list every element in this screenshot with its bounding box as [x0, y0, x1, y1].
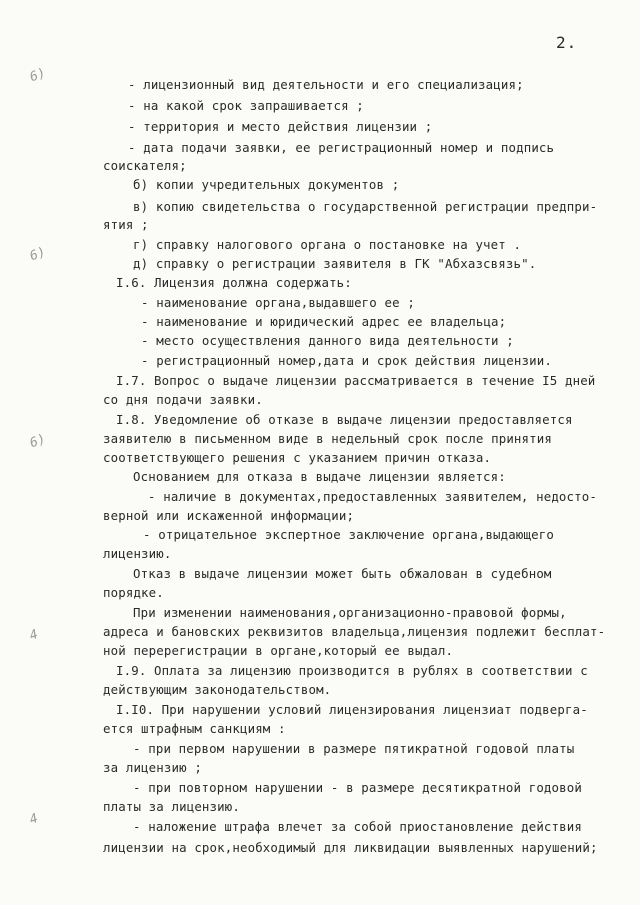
- margin-mark: 6): [27, 431, 48, 452]
- text-line: I.7. Вопрос о выдаче лицензии рассматривается в течение I5 дней: [116, 373, 596, 388]
- text-line: - регистрационный номер,дата и срок действия лицензии.: [141, 353, 552, 368]
- text-line: за лицензию ;: [103, 760, 202, 775]
- text-line: - на какой срок запрашивается ;: [128, 98, 364, 113]
- text-line: - при повторном нарушении - в размере десятикратной годовой: [133, 780, 582, 795]
- text-line: I.9. Оплата за лицензию производится в рублях в соответствии с: [116, 663, 588, 678]
- text-line: верной или искаженной информации;: [103, 508, 355, 523]
- margin-mark: 4: [27, 627, 41, 644]
- text-line: д) справку о регистрации заявителя в ГК "Абхазсвязь".: [133, 256, 537, 271]
- text-line: - отрицательное экспертное заключение органа,выдающего: [143, 527, 554, 542]
- text-line: - наличие в документах,предоставленных заявителем, недосто-: [148, 489, 597, 504]
- text-line: I.I0. При нарушении условий лицензирования лицензиат подверга-: [116, 702, 588, 717]
- margin-mark: 4: [27, 811, 41, 828]
- text-line: лицензию.: [103, 546, 172, 561]
- text-line: - территория и место действия лицензии ;: [128, 119, 433, 134]
- text-line: I.6. Лицензия должна содержать:: [116, 275, 352, 290]
- page-number: 2.: [556, 33, 578, 52]
- text-line: действующим законодательством.: [103, 682, 332, 697]
- text-line: платы за лицензию.: [103, 799, 240, 814]
- text-line: I.8. Уведомление об отказе в выдаче лицензии предоставляется: [116, 412, 573, 427]
- text-line: порядке.: [103, 585, 164, 600]
- text-line: ятия ;: [103, 217, 149, 232]
- text-line: ется штрафным санкциям :: [103, 721, 286, 736]
- text-line: соответствующего решения с указанием причин отказа.: [103, 450, 492, 465]
- text-line: - при первом нарушении в размере пятикратной годовой платы: [133, 741, 575, 756]
- text-line: ной перерегистрации в органе,который ее выдал.: [103, 643, 454, 658]
- text-line: в) копию свидетельства о государственной регистрации предпри-: [133, 199, 598, 214]
- text-line: со дня подачи заявки.: [103, 392, 263, 407]
- margin-mark: 6): [27, 65, 48, 86]
- text-line: - наложение штрафа влечет за собой приостановление действия: [133, 819, 582, 834]
- text-line: соискателя;: [103, 158, 187, 173]
- text-line: Основанием для отказа в выдаче лицензии является:: [133, 469, 506, 484]
- margin-mark: 6): [27, 244, 48, 265]
- text-line: - лицензионный вид деятельности и его специализация;: [128, 77, 524, 92]
- text-line: адреса и бановских реквизитов владельца,лицензия подлежит бесплат-: [103, 624, 606, 639]
- text-line: заявителю в письменном виде в недельный срок после принятия: [103, 431, 552, 446]
- text-line: - наименование и юридический адрес ее владельца;: [141, 314, 507, 329]
- text-line: - место осуществления данного вида деятельности ;: [141, 333, 514, 348]
- text-line: б) копии учредительных документов ;: [133, 177, 400, 192]
- text-line: Отказ в выдаче лицензии может быть обжалован в судебном: [133, 566, 552, 581]
- text-line: г) справку налогового органа о постановке на учет .: [133, 237, 522, 252]
- text-line: - наименование органа,выдавшего ее ;: [141, 295, 415, 310]
- text-line: лицензии на срок,необходимый для ликвидации выявленных нарушений;: [103, 840, 598, 855]
- text-line: При изменении наименования,организационно-правовой формы,: [133, 605, 567, 620]
- text-line: - дата подачи заявки, ее регистрационный номер и подпись: [128, 140, 555, 155]
